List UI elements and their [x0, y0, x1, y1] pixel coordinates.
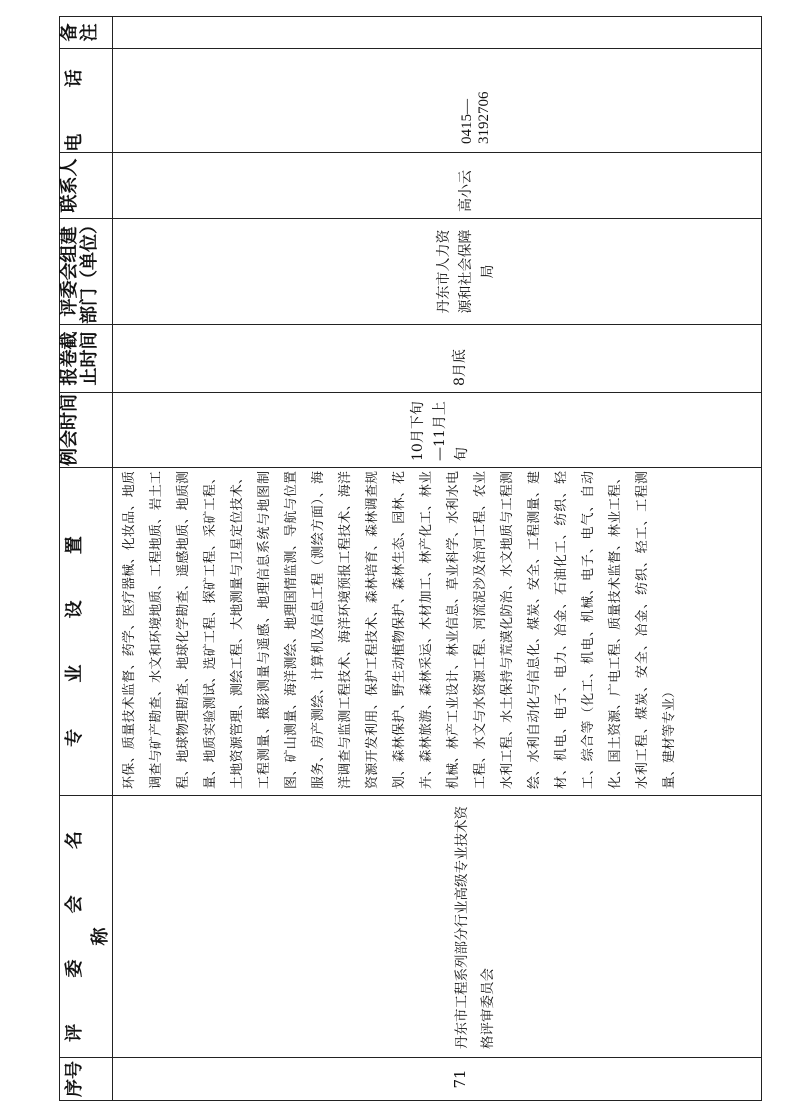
cell-contact — [113, 153, 762, 219]
header-deadline: 报卷截止时间 — [60, 325, 113, 393]
cell-spec — [113, 468, 762, 796]
rotated-table-frame — [59, 17, 761, 1101]
cell-name — [113, 796, 762, 1058]
cell-no — [113, 1058, 762, 1101]
cell-phone — [113, 49, 762, 153]
review-committee-table — [59, 16, 762, 1101]
specialty-list: 环保、质量技术监督、药学、医疗器械、化妆品、地质调查与矿产勘查、水文和环境地质、工程地质、岩土工程、地球物理勘查、地球化学勘查、遥感地质、地质测量、地质实验测试、选矿工程、探矿工程、采矿工程、土地资源管理、测绘工程、大地测量与卫星定位技术、工程测量、摄影测量与遥感、地理信息系统与地图制图、矿山测量、海洋测绘、地理国情监测、导航与位置服务、房产测绘、计算机及信息工程（测绘方面）、海洋调查与监测工程技术、海洋环境预报工程技术、海洋资源开发利用、保护工程技术、森林培育、森林调查规划、森林保护、野生动植物保护、森林生态、园林、花卉、森林旅游、森林采运、木材加工、林产化工、林业机械、林产工业设计、林业信息、草业科学、水利水电工程、水文与水资源工程、河流泥沙及治河工程、农业水利工程、水土保持与荒漠化防治、水文地质与工程测绘、水利自动化与信息化、煤炭、安全、工程测量、建材、机电、电子、电力、冶金、石油化工、纺织、轻工、综合等（化工、机电、机械、电子、电气、自动化、国土资源、广电工程、质量技术监督、林业工程、水利工程、煤炭、安全、冶金、纺织、轻工、工程测量、建材等专业） — [122, 471, 677, 789]
header-note: 备注 — [60, 17, 113, 49]
row-number: 71 — [451, 1069, 469, 1089]
header-name: 评 委 会 名 称 — [60, 796, 113, 1058]
cell-note — [113, 17, 762, 49]
contact-person: 高小云 — [458, 170, 474, 212]
table-row — [113, 17, 762, 1101]
header-no: 序号 — [60, 1058, 113, 1101]
committee-name: 丹东市工程系列部分行业高级专业技术资格评审委员会 — [454, 806, 496, 1049]
header-phone: 电 话 — [60, 49, 113, 153]
header-meeting-time: 例会时间 — [60, 393, 113, 468]
meeting-time: 10月下旬—11月上旬 — [410, 401, 470, 461]
header-row — [60, 17, 113, 1101]
header-spec: 专 业 设 置 — [60, 468, 113, 796]
cell-organizer — [113, 219, 762, 325]
submission-deadline: 8月底 — [452, 349, 468, 386]
header-organizer: 评委会组建部门（单位） — [60, 219, 113, 325]
header-contact: 联系人 — [60, 153, 113, 219]
cell-deadline — [113, 325, 762, 393]
phone-number: 0415—3192706 — [459, 91, 492, 144]
organizer-unit: 丹东市人力资源和社会保障局 — [436, 229, 496, 314]
cell-time — [113, 393, 762, 468]
